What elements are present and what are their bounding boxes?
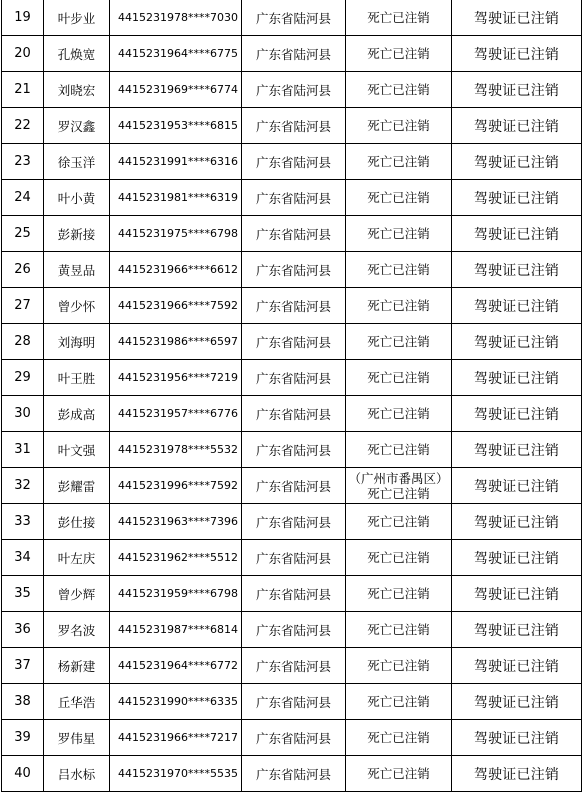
- cancellation-reason-cell: 死亡已注销: [346, 252, 452, 288]
- region-cell: 广东省陆河县: [242, 468, 346, 504]
- id-number-cell: 4415231953****6815: [110, 108, 242, 144]
- id-number-cell: 4415231964****6775: [110, 36, 242, 72]
- person-name-cell: 丘华浩: [44, 684, 110, 720]
- person-name-cell: 彭耀雷: [44, 468, 110, 504]
- license-status-cell: 驾驶证已注销: [452, 144, 582, 180]
- license-status-cell: 驾驶证已注销: [452, 468, 582, 504]
- license-status-cell: 驾驶证已注销: [452, 360, 582, 396]
- id-number-cell: 4415231963****7396: [110, 504, 242, 540]
- region-cell: 广东省陆河县: [242, 432, 346, 468]
- table-row: [2, 144, 582, 180]
- cancellation-reason-cell: 死亡已注销: [346, 504, 452, 540]
- license-status-cell: 驾驶证已注销: [452, 180, 582, 216]
- cancellation-reason-cell: [346, 468, 452, 504]
- table-row: [2, 612, 582, 648]
- cancellation-reason-text: 死亡已注销: [367, 485, 430, 501]
- id-number-cell: 4415231966****7592: [110, 288, 242, 324]
- table-row: [2, 540, 582, 576]
- region-cell: 广东省陆河县: [242, 108, 346, 144]
- region-cell: 广东省陆河县: [242, 720, 346, 756]
- person-name-cell: 徐玉洋: [44, 144, 110, 180]
- cancellation-reason-cell: 死亡已注销: [346, 576, 452, 612]
- row-number-cell: 39: [2, 720, 44, 756]
- person-name-cell: 刘海明: [44, 324, 110, 360]
- person-name-cell: 罗汉鑫: [44, 108, 110, 144]
- cancellation-reason-cell: 死亡已注销: [346, 432, 452, 468]
- person-name-cell: 彭新接: [44, 216, 110, 252]
- table-row: [2, 720, 582, 756]
- person-name-cell: 叶文强: [44, 432, 110, 468]
- cancellation-reason-cell: 死亡已注销: [346, 396, 452, 432]
- row-number-cell: 37: [2, 648, 44, 684]
- region-cell: 广东省陆河县: [242, 72, 346, 108]
- license-status-cell: 驾驶证已注销: [452, 504, 582, 540]
- id-number-cell: 4415231996****7592: [110, 468, 242, 504]
- table-row: [2, 468, 582, 504]
- table-row: [2, 504, 582, 540]
- cancellation-reason-cell: 死亡已注销: [346, 360, 452, 396]
- license-status-cell: 驾驶证已注销: [452, 324, 582, 360]
- cancellation-reason-cell: 死亡已注销: [346, 540, 452, 576]
- cancellation-reason-cell: 死亡已注销: [346, 216, 452, 252]
- region-cell: 广东省陆河县: [242, 576, 346, 612]
- id-number-cell: 4415231969****6774: [110, 72, 242, 108]
- license-status-cell: 驾驶证已注销: [452, 36, 582, 72]
- table-row: [2, 252, 582, 288]
- region-cell: 广东省陆河县: [242, 216, 346, 252]
- license-status-cell: 驾驶证已注销: [452, 576, 582, 612]
- table-body: [2, 0, 582, 792]
- table-row: [2, 324, 582, 360]
- license-status-cell: 驾驶证已注销: [452, 0, 582, 36]
- table-row: [2, 648, 582, 684]
- row-number-cell: 22: [2, 108, 44, 144]
- row-number-cell: 38: [2, 684, 44, 720]
- license-status-cell: 驾驶证已注销: [452, 684, 582, 720]
- row-number-cell: 36: [2, 612, 44, 648]
- person-name-cell: 叶步业: [44, 0, 110, 36]
- id-number-cell: 4415231975****6798: [110, 216, 242, 252]
- table-row: [2, 0, 582, 36]
- cancellation-reason-cell: 死亡已注销: [346, 36, 452, 72]
- license-status-cell: 驾驶证已注销: [452, 72, 582, 108]
- person-name-cell: 叶小黄: [44, 180, 110, 216]
- person-name-cell: 叶王胜: [44, 360, 110, 396]
- person-name-cell: 杨新建: [44, 648, 110, 684]
- row-number-cell: 21: [2, 72, 44, 108]
- region-cell: 广东省陆河县: [242, 648, 346, 684]
- license-status-cell: 驾驶证已注销: [452, 720, 582, 756]
- row-number-cell: 27: [2, 288, 44, 324]
- license-status-cell: 驾驶证已注销: [452, 252, 582, 288]
- row-number-cell: 32: [2, 468, 44, 504]
- id-number-cell: 4415231959****6798: [110, 576, 242, 612]
- table-row: [2, 756, 582, 792]
- cancellation-reason-cell: 死亡已注销: [346, 180, 452, 216]
- id-number-cell: 4415231978****7030: [110, 0, 242, 36]
- cancellation-reason-cell: 死亡已注销: [346, 648, 452, 684]
- person-name-cell: 罗伟星: [44, 720, 110, 756]
- id-number-cell: 4415231956****7219: [110, 360, 242, 396]
- table-row: [2, 360, 582, 396]
- cancellation-reason-cell: 死亡已注销: [346, 324, 452, 360]
- row-number-cell: 34: [2, 540, 44, 576]
- cancellation-reason-cell: 死亡已注销: [346, 108, 452, 144]
- license-status-cell: 驾驶证已注销: [452, 108, 582, 144]
- license-cancellation-table: [1, 0, 582, 792]
- id-number-cell: 4415231962****5512: [110, 540, 242, 576]
- region-cell: 广东省陆河县: [242, 540, 346, 576]
- person-name-cell: 曾少怀: [44, 288, 110, 324]
- id-number-cell: 4415231966****6612: [110, 252, 242, 288]
- table-row: [2, 72, 582, 108]
- row-number-cell: 25: [2, 216, 44, 252]
- person-name-cell: 刘晓宏: [44, 72, 110, 108]
- cancellation-reason-cell: 死亡已注销: [346, 720, 452, 756]
- cancellation-reason-cell: 死亡已注销: [346, 756, 452, 792]
- table-row: [2, 432, 582, 468]
- table-row: [2, 108, 582, 144]
- license-status-cell: 驾驶证已注销: [452, 540, 582, 576]
- row-number-cell: 40: [2, 756, 44, 792]
- row-number-cell: 24: [2, 180, 44, 216]
- row-number-cell: 28: [2, 324, 44, 360]
- id-number-cell: 4415231987****6814: [110, 612, 242, 648]
- cancellation-location: （广州市番禺区）: [348, 470, 449, 486]
- row-number-cell: 33: [2, 504, 44, 540]
- person-name-cell: 吕水标: [44, 756, 110, 792]
- person-name-cell: 罗名波: [44, 612, 110, 648]
- person-name-cell: 黄昱品: [44, 252, 110, 288]
- region-cell: 广东省陆河县: [242, 756, 346, 792]
- region-cell: 广东省陆河县: [242, 360, 346, 396]
- region-cell: 广东省陆河县: [242, 612, 346, 648]
- id-number-cell: 4415231978****5532: [110, 432, 242, 468]
- table-row: [2, 684, 582, 720]
- person-name-cell: 彭仕接: [44, 504, 110, 540]
- license-status-cell: 驾驶证已注销: [452, 396, 582, 432]
- table-row: [2, 36, 582, 72]
- person-name-cell: 曾少辉: [44, 576, 110, 612]
- license-status-cell: 驾驶证已注销: [452, 612, 582, 648]
- license-status-cell: 驾驶证已注销: [452, 216, 582, 252]
- id-number-cell: 4415231990****6335: [110, 684, 242, 720]
- person-name-cell: 彭成高: [44, 396, 110, 432]
- id-number-cell: 4415231970****5535: [110, 756, 242, 792]
- region-cell: 广东省陆河县: [242, 36, 346, 72]
- region-cell: 广东省陆河县: [242, 396, 346, 432]
- region-cell: 广东省陆河县: [242, 684, 346, 720]
- row-number-cell: 29: [2, 360, 44, 396]
- table-row: [2, 396, 582, 432]
- cancellation-reason-cell: 死亡已注销: [346, 144, 452, 180]
- person-name-cell: 叶左庆: [44, 540, 110, 576]
- table-row: [2, 216, 582, 252]
- cancellation-reason-cell: 死亡已注销: [346, 684, 452, 720]
- license-status-cell: 驾驶证已注销: [452, 648, 582, 684]
- id-number-cell: 4415231957****6776: [110, 396, 242, 432]
- cancellation-reason-cell: 死亡已注销: [346, 72, 452, 108]
- id-number-cell: 4415231981****6319: [110, 180, 242, 216]
- table-row: [2, 288, 582, 324]
- region-cell: 广东省陆河县: [242, 324, 346, 360]
- id-number-cell: 4415231991****6316: [110, 144, 242, 180]
- row-number-cell: 26: [2, 252, 44, 288]
- cancellation-reason-cell: 死亡已注销: [346, 0, 452, 36]
- cancellation-reason-cell: 死亡已注销: [346, 612, 452, 648]
- id-number-cell: 4415231964****6772: [110, 648, 242, 684]
- table-row: [2, 180, 582, 216]
- region-cell: 广东省陆河县: [242, 0, 346, 36]
- row-number-cell: 23: [2, 144, 44, 180]
- row-number-cell: 31: [2, 432, 44, 468]
- region-cell: 广东省陆河县: [242, 144, 346, 180]
- region-cell: 广东省陆河县: [242, 504, 346, 540]
- row-number-cell: 35: [2, 576, 44, 612]
- id-number-cell: 4415231966****7217: [110, 720, 242, 756]
- table-row: [2, 576, 582, 612]
- region-cell: 广东省陆河县: [242, 252, 346, 288]
- license-status-cell: 驾驶证已注销: [452, 756, 582, 792]
- row-number-cell: 20: [2, 36, 44, 72]
- person-name-cell: 孔焕宽: [44, 36, 110, 72]
- region-cell: 广东省陆河县: [242, 180, 346, 216]
- license-status-cell: 驾驶证已注销: [452, 432, 582, 468]
- license-status-cell: 驾驶证已注销: [452, 288, 582, 324]
- region-cell: 广东省陆河县: [242, 288, 346, 324]
- id-number-cell: 4415231986****6597: [110, 324, 242, 360]
- row-number-cell: 30: [2, 396, 44, 432]
- row-number-cell: 19: [2, 0, 44, 36]
- cancellation-reason-cell: 死亡已注销: [346, 288, 452, 324]
